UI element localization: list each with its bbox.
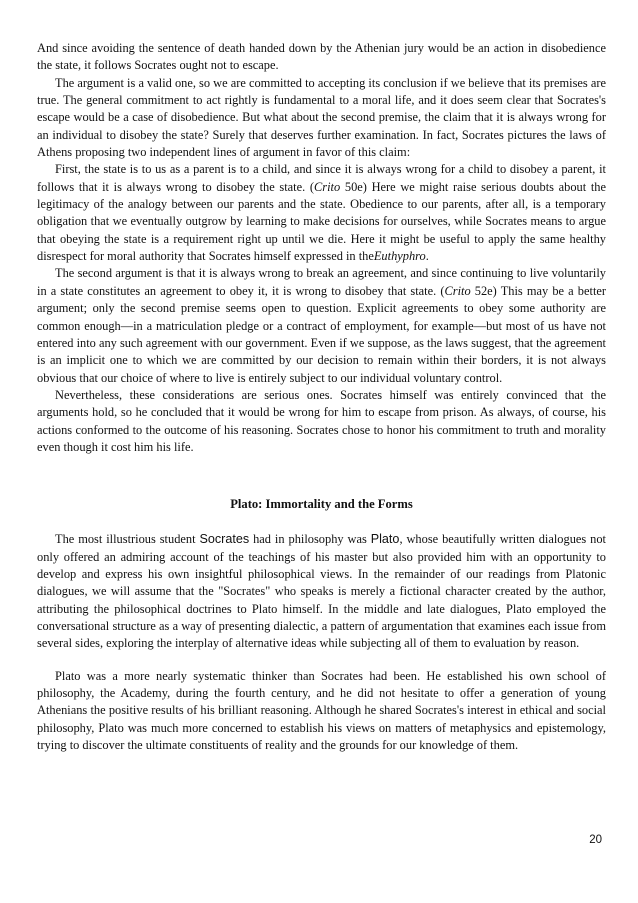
- text: The second argument is that it is always wrong to break an agreement, and since continuing to live voluntarily in a state constitutes an agreement to obey it, it is wrong to disobey that state. (: [37, 266, 606, 298]
- paragraph-first-argument: [37, 161, 606, 265]
- text: .: [425, 249, 429, 264]
- paragraph-plato-student: [37, 531, 606, 652]
- page-number: 20: [589, 834, 602, 846]
- text: The most illustrious student: [55, 532, 200, 547]
- paragraph-plato-systematic: Plato was a more nearly systematic thinker than Socrates had been. He established his own school of philosophy, the Academy, during the fourth century, and he did not hesitate to offer a generation of young Athenians the positive results of his brilliant reasoning. Although he shared Socrates's interest in ethical and social philosophy, Plato was much more concerned to establish his views on matters of metaphysics and epistemology, trying to discover the ultimate constituents of reality and the grounds for our knowledge of them.: [37, 668, 606, 753]
- text: had in philosophy was: [249, 532, 371, 547]
- citation-crito: Crito: [444, 283, 471, 298]
- text: , whose beautifully written dialogues not only offered an admiring account of the teachings of his master but also provided him with an opportunity to develop and express his own insightful philosophical views. In the remainder of our readings from Platonic dialogues, we will assume that the "Socrates" who speaks is merely a fictional character created by the author, attributing the philosophical doctrines to Plato himself. In the middle and late dialogues, Plato employed the conversational structure as a way of presenting dialectic, a pattern of argumentation that examines each issue from several sides, exploring the interplay of alternative ideas while subjecting all of them to evaluation by reason.: [37, 532, 606, 651]
- text: 52e) This may be a better argument; only the second premise seems open to question. Explicit agreements to obey some authority are common enough—in a matriculation pledge or a contract of employment, for example—but most of us have not entered into any such agreement with our government. Even if we suppose, as the laws suggest, that the agreement is an implicit one to which we are committed by our decision to remain within their borders, it is not always obvious that our choice of where to live is entirely subject to our individual voluntary control.: [37, 283, 607, 385]
- name-socrates: Socrates: [199, 532, 250, 547]
- paragraph-escape-conclusion: And since avoiding the sentence of death handed down by the Athenian jury would be an action in disobedience the state, it follows Socrates ought not to escape.: [37, 41, 606, 73]
- paragraph-nevertheless: Nevertheless, these considerations are serious ones. Socrates himself was entirely convinced that the arguments hold, so he concluded that it would be wrong for him to escape from prison. As always, of course, his actions conformed to the outcome of his reasoning. Socrates chose to honor his commitment to truth and morality even though it cost him his life.: [37, 387, 606, 454]
- text: First, the state is to us as a parent is to a child, and since it is always wrong for a child to disobey a parent, it follows that it is always wrong to disobey the state. (: [37, 162, 606, 194]
- text: 50e) Here we might raise serious doubts about the legitimacy of the analogy between our parents and the state. Obedience to our parents, after all, is a temporary obligation that we eventually outgrow by learning to make decisions for ourselves, while Socrates means to argue that obeying the state is a requirement right up until we die. Here it might be useful to apply the same healthy disrespect for moral authority that Socrates himself expressed in the: [37, 179, 606, 264]
- work-title-euthyphro: Euthyphro: [373, 249, 426, 264]
- citation-crito: Crito: [314, 179, 341, 194]
- paragraph-valid-argument: The argument is a valid one, so we are committed to accepting its conclusion if we believe that its premises are true. The general commitment to act rightly is fundamental to a moral life, and it does seem clear that Socrates's escape would be a case of disobedience. But what about the second premise, the claim that it is always wrong for an individual to disobey the state? Surely that deserves further examination. In fact, Socrates pictures the laws of Athens proposing two independent lines of argument in favor of this claim:: [37, 75, 606, 160]
- section-heading: Plato: Immortality and the Forms: [230, 497, 413, 512]
- name-plato: Plato: [370, 532, 400, 547]
- paragraph-second-argument: [37, 265, 606, 386]
